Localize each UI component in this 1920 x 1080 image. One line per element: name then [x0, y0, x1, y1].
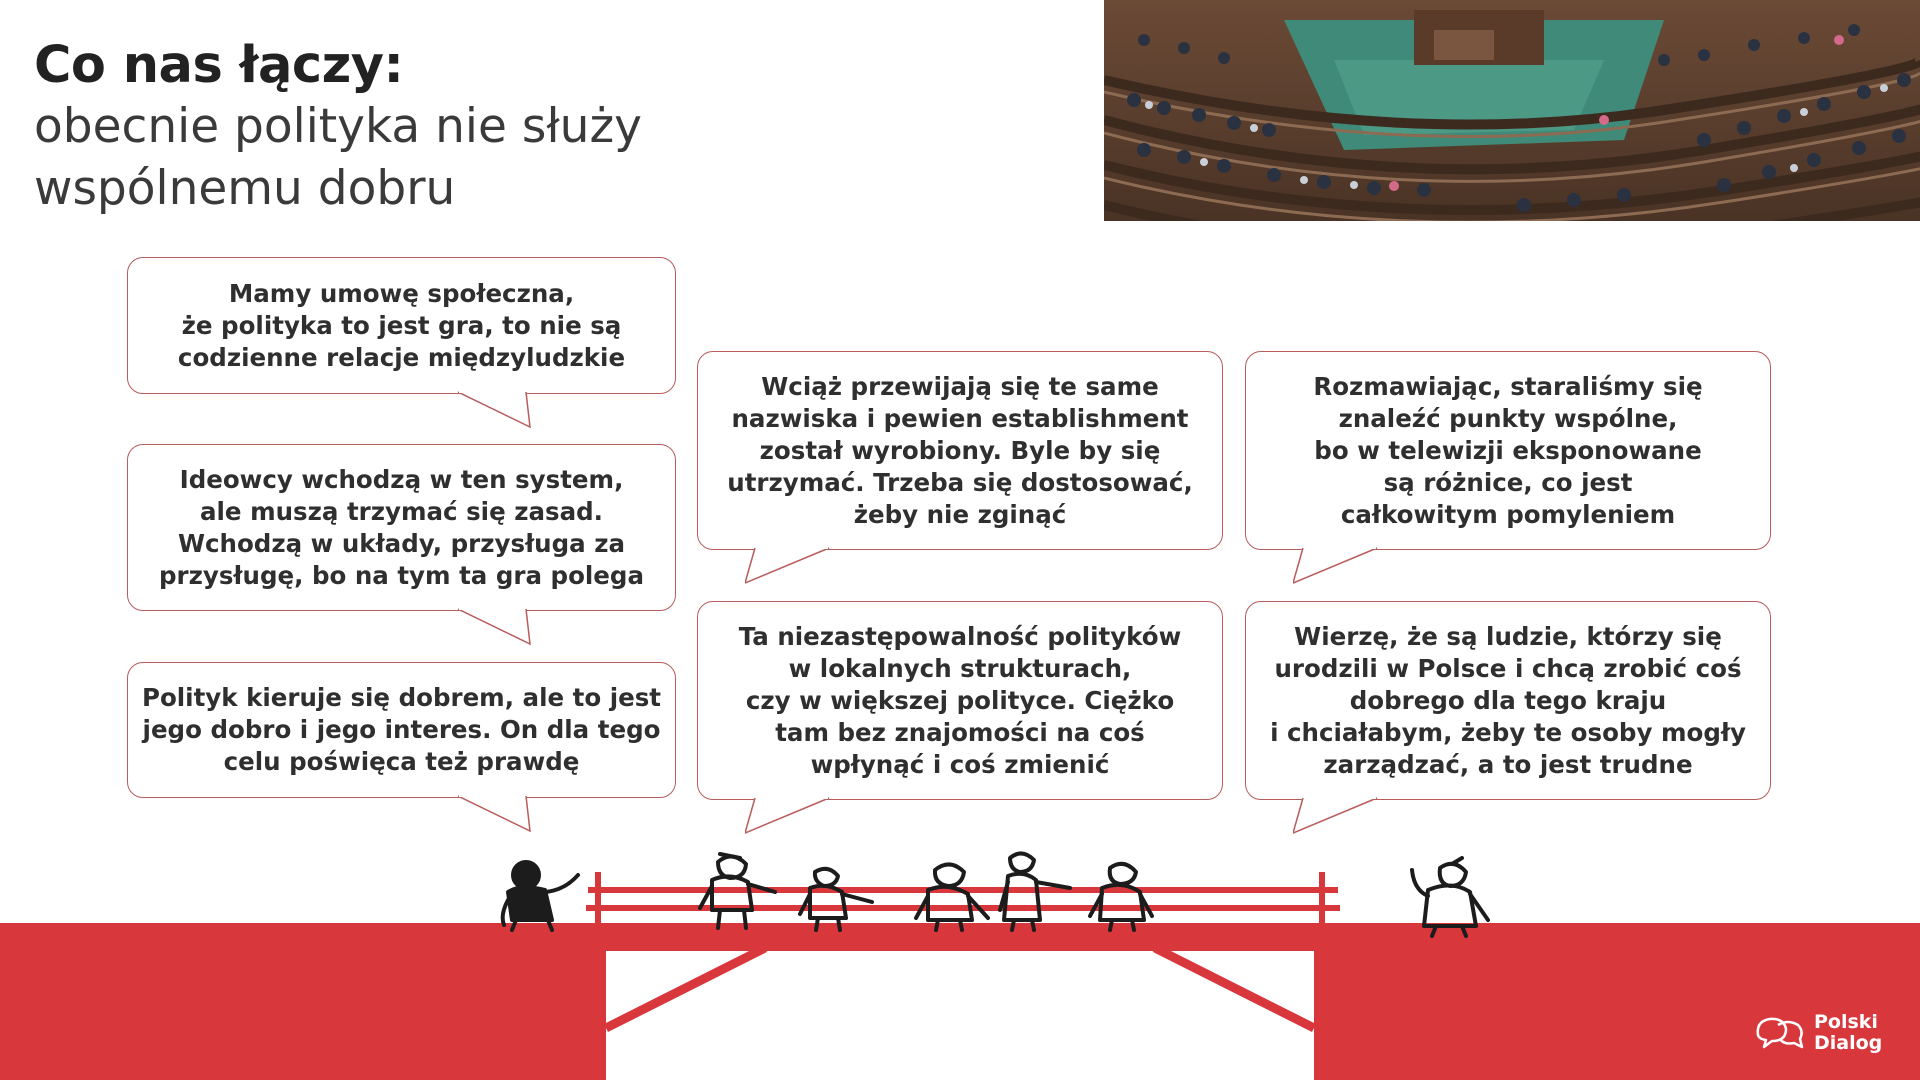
logo-text-line2: Dialog — [1814, 1032, 1883, 1054]
title-bold: Co nas łączy: — [34, 36, 404, 95]
quote-bubble-5: Ta niezastępowalność polityków w lokalnych strukturach, czy w większej polityce. Ciężko tam bez znajomości na coś wpłynąć i coś zmienić — [697, 601, 1223, 800]
quote-bubble-2: Ideowcy wchodzą w ten system, ale muszą trzymać się zasad. Wchodzą w układy, przysługa za przysługę, bo na tym ta gra polega — [127, 444, 676, 611]
quote-bubble-6: Rozmawiając, staraliśmy się znaleźć punkty wspólne, bo w telewizji eksponowane są różnice, co jest całkowitym pomyleniem — [1245, 351, 1771, 550]
quote-bubble-1: Mamy umowę społeczna, że polityka to jest gra, to nie są codzienne relacje międzyludzkie — [127, 257, 676, 394]
logo-text-line1: Polski — [1814, 1011, 1878, 1033]
page-title — [34, 36, 814, 220]
figure-left-dark — [503, 862, 578, 930]
title-subtitle-line1: obecnie polityka nie służy — [34, 99, 642, 154]
title-subtitle-line2: wspólnemu dobru — [34, 161, 456, 216]
figure-3 — [800, 869, 872, 930]
polski-dialog-logo — [1754, 1012, 1882, 1054]
figure-4 — [916, 864, 988, 930]
people-on-bridge-illustration — [0, 820, 1920, 1080]
quote-bubble-4: Wciąż przewijają się te same nazwiska i pewien establishment został wyrobiony. Byle by się utrzymać. Trzeba się dostosować, żeby nie zginąć — [697, 351, 1223, 550]
speech-bubbles-icon — [1754, 1013, 1806, 1053]
quote-bubble-7: Wierzę, że są ludzie, którzy się urodzili w Polsce i chcą zrobić coś dobrego dla tego kraju i chciałabym, żeby te osoby mogły zarządzać, a to jest trudne — [1245, 601, 1771, 800]
bridge-opening — [606, 950, 1314, 1080]
quote-bubble-3: Polityk kieruje się dobrem, ale to jest jego dobro i jego interes. On dla tego celu poświęca też prawdę — [127, 662, 676, 798]
figure-6 — [1090, 864, 1152, 930]
figure-right-waving — [1412, 858, 1488, 936]
parliament-chamber-photo — [1104, 0, 1920, 221]
